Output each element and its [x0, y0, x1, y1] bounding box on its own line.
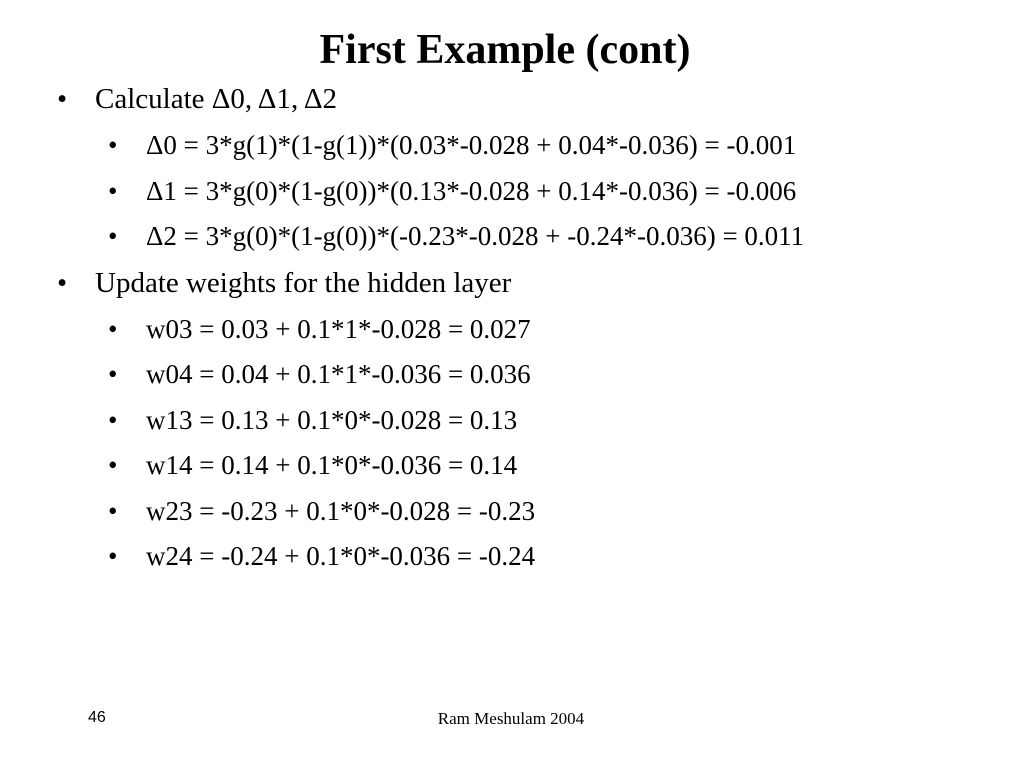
- bullet-icon: •: [57, 83, 68, 115]
- bullet-icon: •: [108, 313, 118, 344]
- sub-bullet-w13: [0, 398, 1024, 444]
- bullet-text: Calculate Δ0, Δ1, Δ2: [95, 83, 337, 115]
- bullet-icon: •: [108, 130, 118, 160]
- bullet-icon: •: [108, 404, 118, 435]
- sub-bullet-delta-0: [0, 123, 1024, 169]
- bullet-text: w13 = 0.13 + 0.1*0*-0.028 = 0.13: [146, 404, 518, 435]
- bullet-text: w23 = -0.23 + 0.1*0*-0.028 = -0.23: [146, 495, 536, 526]
- bullet-icon: •: [108, 221, 118, 251]
- sub-bullet-delta-1: [0, 169, 1024, 215]
- sub-bullet-w14: [0, 443, 1024, 489]
- bullet-icon: •: [57, 266, 68, 299]
- bullet-text: w14 = 0.14 + 0.1*0*-0.036 = 0.14: [146, 450, 518, 480]
- bullet-icon: •: [108, 450, 118, 480]
- bullet-update-weights: [0, 260, 1024, 307]
- bullet-text: Δ0 = 3*g(1)*(1-g(1))*(0.03*-0.028 + 0.04*-0.036) = -0.001: [146, 130, 797, 160]
- sub-bullet-delta-2: [0, 214, 1024, 260]
- sub-bullet-w03: [0, 307, 1024, 353]
- bullet-text: Update weights for the hidden layer: [95, 266, 512, 299]
- slide-title: First Example (cont): [319, 27, 691, 73]
- bullet-calculate-deltas: [0, 76, 1024, 123]
- bullet-text: w04 = 0.04 + 0.1*1*-0.036 = 0.036: [146, 359, 531, 389]
- bullet-text: w24 = -0.24 + 0.1*0*-0.036 = -0.24: [146, 541, 536, 571]
- bullet-icon: •: [108, 175, 118, 206]
- bullet-icon: •: [108, 541, 118, 571]
- bullet-list: [0, 76, 1024, 580]
- bullet-text: Δ2 = 3*g(0)*(1-g(0))*(-0.23*-0.028 + -0.24*-0.036) = 0.011: [146, 221, 805, 251]
- footer-author: Ram Meshulam 2004: [437, 709, 585, 728]
- sub-bullet-w24: [0, 534, 1024, 580]
- sub-bullet-w04: [0, 352, 1024, 398]
- bullet-text: w03 = 0.03 + 0.1*1*-0.028 = 0.027: [146, 313, 531, 344]
- slide-number: 46: [88, 709, 106, 726]
- bullet-icon: •: [108, 359, 118, 389]
- sub-bullet-w23: [0, 489, 1024, 535]
- bullet-text: Δ1 = 3*g(0)*(1-g(0))*(0.13*-0.028 + 0.14*-0.036) = -0.006: [146, 175, 797, 206]
- bullet-icon: •: [108, 495, 118, 526]
